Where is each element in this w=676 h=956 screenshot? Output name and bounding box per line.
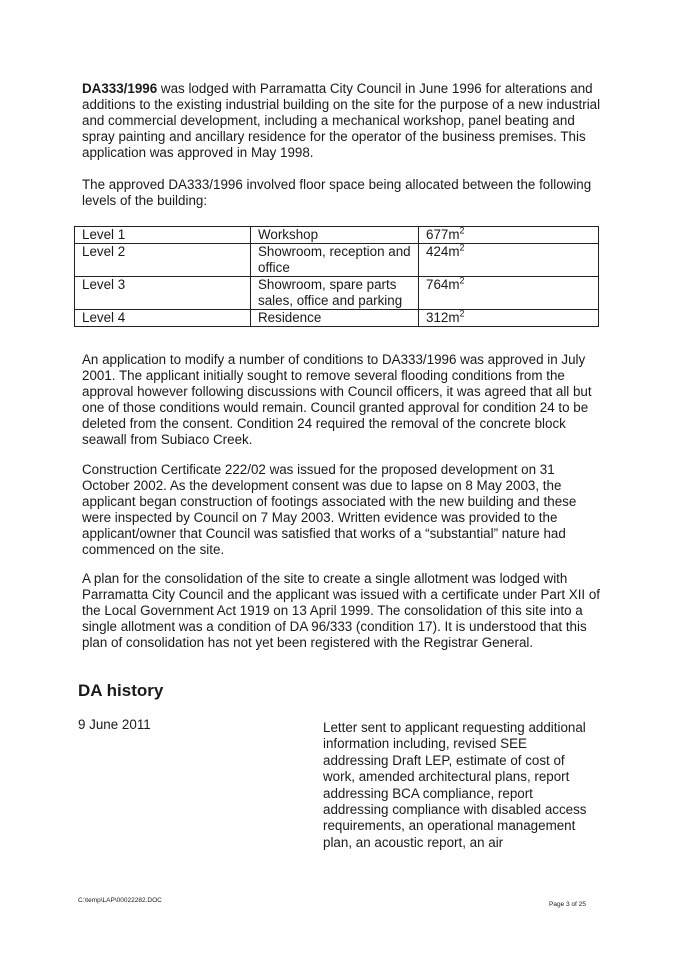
table-cell-area [419,244,599,277]
table-cell-use: Showroom, spare parts sales, office and parking [251,277,419,310]
area-value: 677m [426,227,460,242]
table-cell-use: Showroom, reception and office [251,244,419,277]
table-cell-level: Level 1 [75,227,251,244]
paragraph-consolidation: A plan for the consolidation of the site to create a single allotment was lodged with Parramatta City Council and the applicant was issued with a certificate under Part XII of the Local Government Act 1919 on 13 April 1999. The consolidation of this site into a single allotment was a condition of DA 96/333 (condition 17). It is understood that this plan of consolidation has not yet been registered with the Registrar General. [82,571,601,651]
table-cell-area [419,227,599,244]
footer-page-number: Page 3 of 25 [549,901,586,908]
table-cell-use: Workshop [251,227,419,244]
area-value: 764m [426,277,460,292]
footer-file-path: C:\temp\LAP\00022282.DOC [78,897,162,904]
table-cell-level: Level 2 [75,244,251,277]
section-heading-da-history: DA history [78,681,164,700]
area-unit-superscript: 2 [459,225,465,236]
levels-table [74,226,599,327]
table-row [75,244,599,277]
paragraph-modification: An application to modify a number of conditions to DA333/1996 was approved in July 2001. The applicant initially sought to remove several flooding conditions from the approval however following discussions with Council officers, it was agreed that all but one of those conditions would remain. Council granted approval for condition 24 to be deleted from the consent. Condition 24 required the removal of the concrete block seawall from Subiaco Creek. [82,352,592,448]
history-entry-text: Letter sent to applicant requesting additional information including, revised SEE addressing Draft LEP, estimate of cost of work, amended architectural plans, report addressing BCA compliance, report addressing compliance with disabled access requirements, an operational management plan, an acoustic report, an air [323,720,587,850]
table-row [75,227,599,244]
area-value: 424m [426,244,460,259]
paragraph-floor-space-intro: The approved DA333/1996 involved floor space being allocated between the following levels of the building: [82,177,592,209]
paragraph-da-lodgement-text: was lodged with Parramatta City Council in June 1996 for alterations and additions to the existing industrial building on the site for the purpose of a new industrial and commercial development, including a mechanical workshop, panel beating and spray painting and ancillary residence for the operator of the business premises. This application was approved in May 1998. [82,81,601,161]
table-cell-use: Residence [251,310,419,327]
table-cell-area [419,277,599,310]
table-cell-level: Level 4 [75,310,251,327]
history-entry-date: 9 June 2011 [78,717,151,732]
area-unit-superscript: 2 [459,242,465,253]
table-cell-area [419,310,599,327]
area-unit-superscript: 2 [459,275,465,286]
da-reference-bold: DA333/1996 [82,81,158,96]
table-cell-level: Level 3 [75,277,251,310]
paragraph-construction-certificate: Construction Certificate 222/02 was issued for the proposed development on 31 October 2002. As the development consent was due to lapse on 8 May 2003, the applicant began construction of footings associated with the new building and these were inspected by Council on 7 May 2003. Written evidence was provided to the applicant/owner that Council was satisfied that works of a “substantial” nature had commenced on the site. [82,462,577,558]
area-unit-superscript: 2 [459,308,465,319]
table-row [75,310,599,327]
table-row [75,277,599,310]
area-value: 312m [426,310,460,325]
paragraph-da-lodgement [82,81,602,161]
